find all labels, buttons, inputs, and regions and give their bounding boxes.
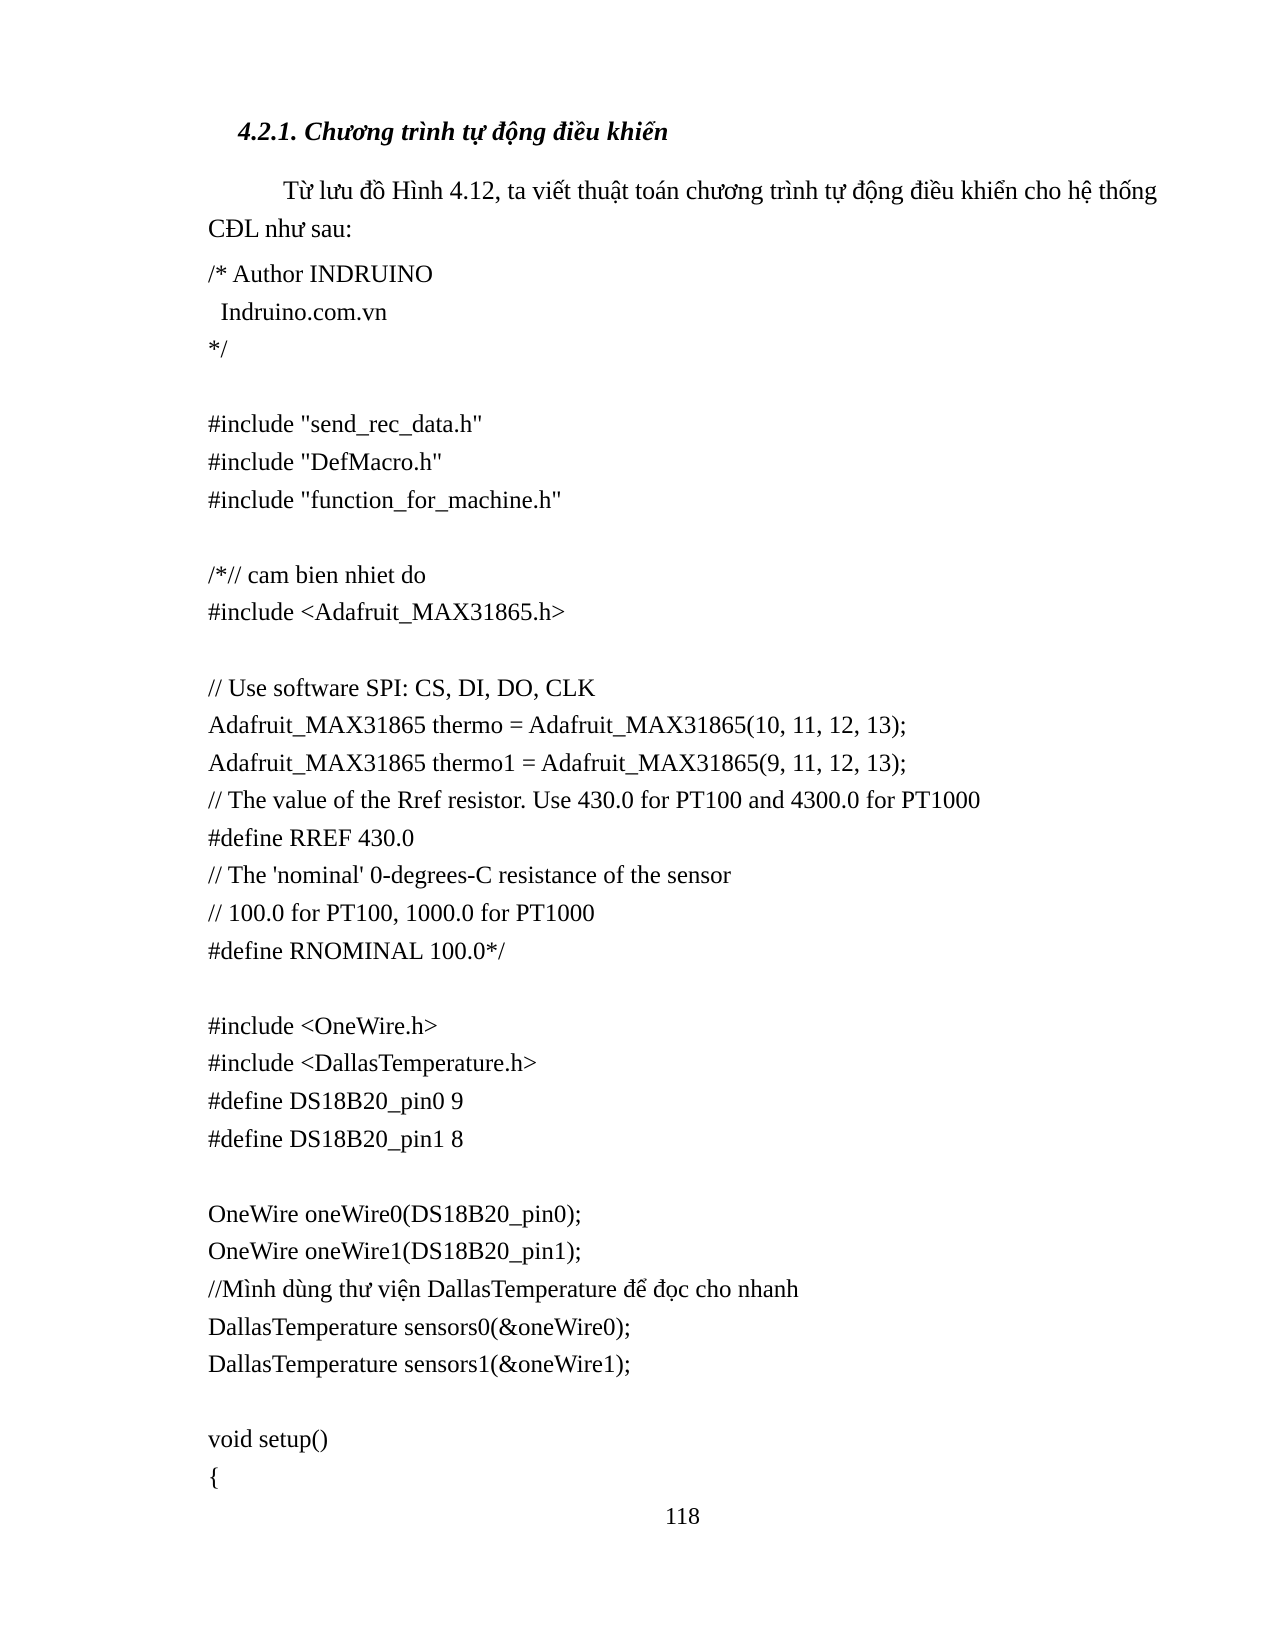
code-line: Adafruit_MAX31865 thermo = Adafruit_MAX31865(10, 11, 12, 13); [208,712,907,740]
code-line: void setup() [208,1426,329,1454]
intro-paragraph [208,172,1157,247]
code-line: #include <DallasTemperature.h> [208,1050,538,1078]
section-heading: 4.2.1. Chương trình tự động điều khiển [238,117,669,146]
code-line: // The 'nominal' 0-degrees-C resistance of the sensor [208,862,731,890]
page-content [208,0,1157,1497]
code-line: #include "DefMacro.h" [208,448,443,476]
code-line: */ [208,336,228,364]
code-line: // Use software SPI: CS, DI, DO, CLK [208,674,596,702]
code-line: #include "function_for_machine.h" [208,486,562,514]
code-line: Adafruit_MAX31865 thermo1 = Adafruit_MAX31865(9, 11, 12, 13); [208,749,907,777]
code-line: //Mình dùng thư viện DallasTemperature để đọc cho nhanh [208,1276,799,1304]
code-line: Indruino.com.vn [208,298,388,326]
page-number: 118 [664,1504,701,1530]
code-line: DallasTemperature sensors1(&oneWire1); [208,1351,631,1379]
code-line-blank [208,1384,1157,1422]
code-line: /*// cam bien nhiet do [208,561,427,589]
code-line: #define DS18B20_pin0 9 [208,1088,464,1116]
code-listing [208,256,1157,1497]
code-line-blank [208,369,1157,407]
code-line: { [208,1463,220,1491]
code-line: /* Author INDRUINO [208,260,433,288]
code-line: // The value of the Rref resistor. Use 430.0 for PT100 and 4300.0 for PT1000 [208,787,981,815]
code-line: OneWire oneWire0(DS18B20_pin0); [208,1200,582,1228]
code-line-blank [208,970,1157,1008]
code-line: #include "send_rec_data.h" [208,411,483,439]
code-line: OneWire oneWire1(DS18B20_pin1); [208,1238,582,1266]
code-line-blank [208,1158,1157,1196]
code-line: #include <OneWire.h> [208,1012,438,1040]
code-line: // 100.0 for PT100, 1000.0 for PT1000 [208,900,595,928]
code-line: #include <Adafruit_MAX31865.h> [208,599,566,627]
code-line-blank [208,632,1157,670]
code-line: #define DS18B20_pin1 8 [208,1125,464,1153]
paragraph-line: CĐL như sau: [208,213,353,243]
code-line: #define RREF 430.0 [208,824,415,852]
code-line-blank [208,519,1157,557]
code-line: DallasTemperature sensors0(&oneWire0); [208,1313,631,1341]
paragraph-line: Từ lưu đồ Hình 4.12, ta viết thuật toán chương trình tự động điều khiển cho hệ thống [283,176,1157,205]
code-line: #define RNOMINAL 100.0*/ [208,937,505,965]
